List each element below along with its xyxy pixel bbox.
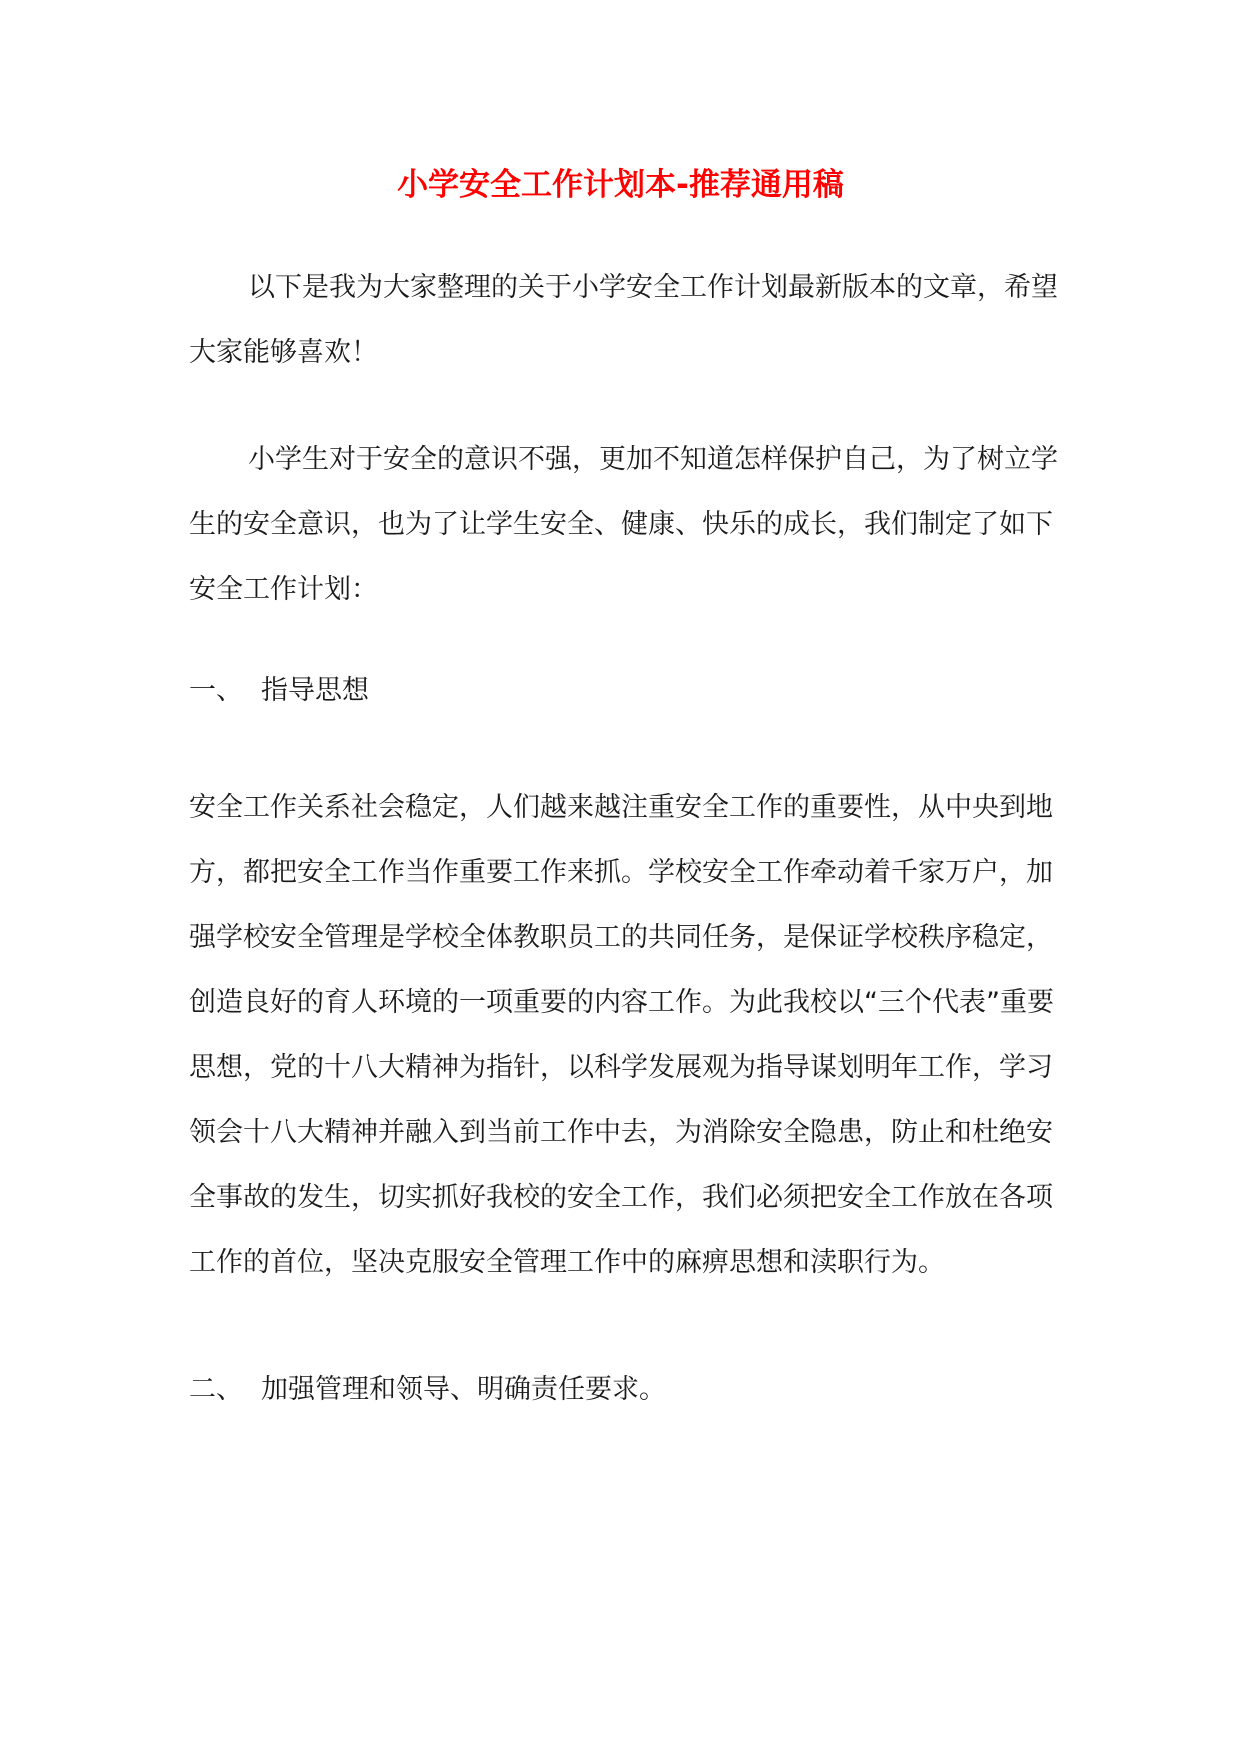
section-number: 一、 — [189, 675, 243, 706]
section-heading-2 — [189, 1357, 1069, 1422]
section-title: 加强管理和领导、明确责任要求。 — [261, 1374, 666, 1405]
section-title: 指导思想 — [261, 675, 369, 706]
opening-paragraph: 小学生对于安全的意识不强，更加不知道怎样保护自己，为了树立学生的安全意识，也为了让学生安全、健康、快乐的成长，我们制定了如下安全工作计划： — [189, 444, 1058, 605]
section-heading-1 — [189, 658, 1069, 723]
section-number: 二、 — [189, 1374, 243, 1405]
intro-paragraph: 以下是我为大家整理的关于小学安全工作计划最新版本的文章，希望大家能够喜欢！ — [189, 272, 1058, 368]
section-body-1: 安全工作关系社会稳定，人们越来越注重安全工作的重要性，从中央到地方，都把安全工作当作重要工作来抓。学校安全工作牵动着千家万户，加强学校安全管理是学校全体教职员工的共同任务，是保证学校秩序稳定，创造良好的育人环境的一项重要的内容工作。为此我校以“三个代表”重要思想，党的十八大精神为指针，以科学发展观为指导谋划明年工作，学习领会十八大精神并融入到当前工作中去，为消除安全隐患，防止和杜绝安全事故的发生，切实抓好我校的安全工作，我们必须把安全工作放在各项工作的首位，坚决克服安全管理工作中的麻痹思想和渎职行为。 — [189, 792, 1054, 1278]
document-title: 小学安全工作计划本-推荐通用稿 — [397, 167, 844, 203]
